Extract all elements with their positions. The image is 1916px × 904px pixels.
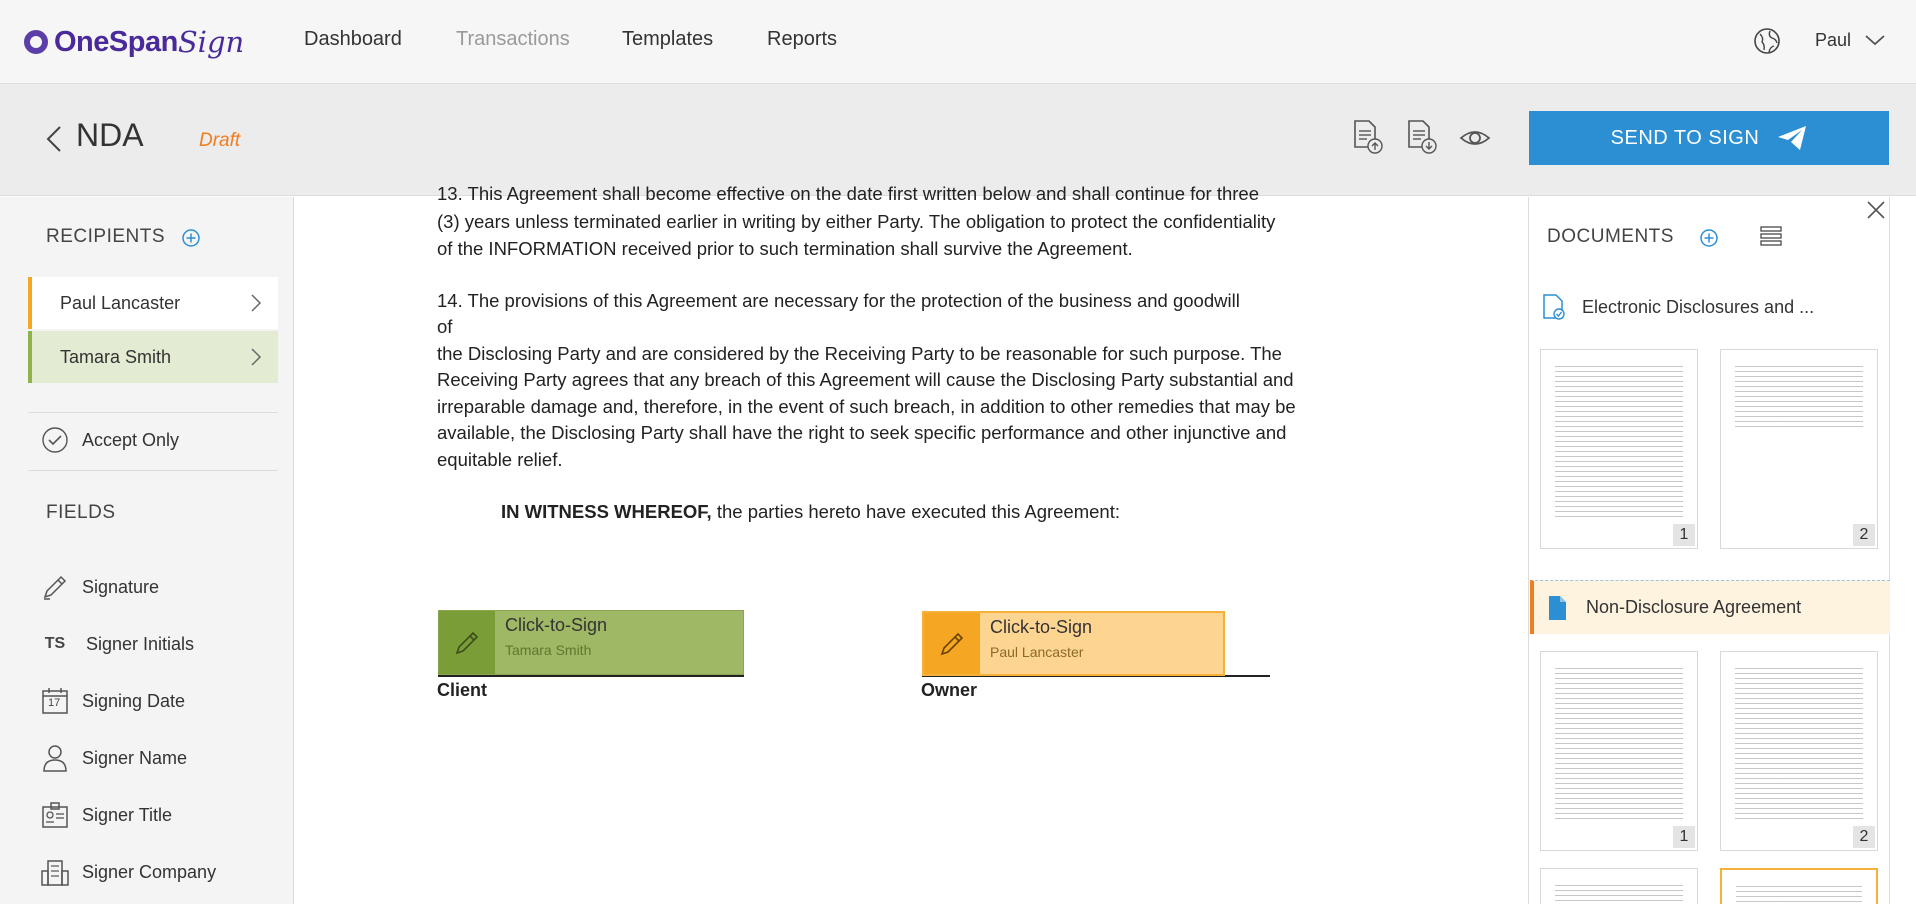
logo-script-text: Sign: [177, 25, 245, 59]
send-to-sign-button[interactable]: [1529, 111, 1889, 165]
status-badge: Draft: [199, 130, 241, 151]
field-signer-initials[interactable]: [40, 627, 194, 661]
document-name: Non-Disclosure Agreement: [1586, 597, 1802, 617]
reorder-list-icon[interactable]: [1760, 224, 1782, 246]
document-icon: [1546, 595, 1570, 621]
nav-dashboard[interactable]: Dashboard: [304, 28, 402, 50]
id-badge-icon: [40, 800, 70, 830]
page-thumbnail[interactable]: [1720, 868, 1878, 904]
recipient-name: Tamara Smith: [60, 346, 172, 367]
document-item-electronic-disclosures[interactable]: [1530, 280, 1890, 334]
add-document-icon[interactable]: [1699, 228, 1719, 248]
page-thumbnail[interactable]: [1540, 868, 1698, 904]
document-line: Receiving Party agrees that any breach of this Agreement will cause the Disclosing Party substantial and: [437, 369, 1294, 390]
document-line: 13. This Agreement shall become effective on the date first written below and shall continue for three: [437, 183, 1260, 204]
document-line: available, the Disclosing Party shall have the right to seek specific performance and other injunctive and: [437, 422, 1287, 443]
document-line: the Disclosing Party and are considered by the Receiving Party to be reasonable for such purpose. The: [437, 343, 1282, 364]
witness-line: [501, 499, 1120, 526]
field-signature[interactable]: [40, 570, 159, 604]
recipients-title: RECIPIENTS: [46, 226, 166, 247]
divider: [28, 412, 278, 413]
document-line: equitable relief.: [437, 449, 563, 470]
fields-title: FIELDS: [46, 502, 116, 523]
signature-field-label: Click-to-Sign: [990, 617, 1093, 637]
page-number: 1: [1673, 826, 1695, 848]
send-to-sign-label: SEND TO SIGN: [1610, 126, 1760, 149]
chevron-right-icon: [250, 293, 262, 313]
page-thumbnail[interactable]: [1540, 651, 1698, 851]
document-line: irreparable damage and, therefore, in the event of such breach, in addition to other remedies that may be: [437, 396, 1296, 417]
nav-templates[interactable]: Templates: [622, 28, 714, 50]
document-line: of: [437, 316, 453, 337]
signature-pen-icon: [439, 611, 495, 674]
check-circle-icon: [40, 425, 70, 455]
nav-transactions[interactable]: Transactions: [456, 28, 570, 50]
user-menu-name[interactable]: Paul: [1815, 30, 1852, 50]
divider: [28, 470, 278, 471]
document-line: 14. The provisions of this Agreement are necessary for the protection of the business and goodwill: [437, 290, 1240, 311]
building-icon: [40, 857, 70, 887]
chevron-left-icon[interactable]: [44, 124, 64, 154]
field-label: Signer Initials: [86, 633, 195, 654]
globe-icon[interactable]: [1752, 26, 1782, 56]
page-preview-text: [1736, 886, 1862, 904]
add-recipient-icon[interactable]: [181, 228, 201, 248]
click-to-sign-client-field[interactable]: [438, 610, 744, 675]
signature-field-signer: Paul Lancaster: [990, 644, 1084, 660]
witness-bold-text: IN WITNESS WHEREOF,: [501, 501, 712, 522]
signature-field-signer: Tamara Smith: [505, 642, 592, 658]
document-name: Electronic Disclosures and ...: [1582, 296, 1815, 317]
person-icon: [40, 743, 70, 773]
nav-reports[interactable]: Reports: [767, 28, 838, 50]
page-preview-text: [1735, 668, 1863, 820]
field-label: Signing Date: [82, 690, 186, 711]
witness-text: the parties hereto have executed this Agreement:: [711, 501, 1120, 522]
page-preview-text: [1555, 885, 1683, 904]
chevron-down-icon[interactable]: [1862, 30, 1888, 50]
page-title: NDA: [76, 117, 144, 153]
accept-only-option[interactable]: [40, 423, 179, 457]
preview-eye-icon[interactable]: [1458, 126, 1492, 150]
signature-caption-client: Client: [437, 680, 488, 700]
calendar-icon: [40, 686, 70, 716]
recipient-name: Paul Lancaster: [60, 292, 181, 313]
click-to-sign-owner-field[interactable]: [922, 611, 1225, 676]
signature-pen-icon: [924, 613, 980, 674]
logo-ring-icon: [24, 30, 48, 54]
document-line: (3) years unless terminated earlier in writing by either Party. The obligation to protect the confidentiality: [437, 211, 1276, 232]
recipient-paul-lancaster[interactable]: [28, 277, 278, 329]
signature-caption-owner: Owner: [921, 680, 978, 700]
signature-field-label: Click-to-Sign: [505, 615, 608, 635]
page-preview-text: [1555, 366, 1683, 518]
document-item-non-disclosure-agreement[interactable]: [1530, 580, 1890, 634]
document-line: of the INFORMATION received prior to such termination shall survive the Agreement.: [437, 238, 1133, 259]
accept-only-label: Accept Only: [82, 429, 180, 450]
page-number: 1: [1673, 524, 1695, 546]
document-canvas[interactable]: [295, 183, 1527, 904]
page-number: 2: [1853, 826, 1875, 848]
document-check-icon: [1542, 294, 1566, 320]
page-preview-text: [1555, 668, 1683, 820]
field-label: Signer Company: [82, 861, 217, 882]
top-navigation-bar: [0, 0, 1916, 84]
field-label: Signer Name: [82, 747, 188, 768]
page-thumbnail[interactable]: [1720, 349, 1878, 549]
page-number: 2: [1853, 524, 1875, 546]
initials-icon: TS: [44, 635, 66, 652]
field-signer-title[interactable]: [40, 798, 172, 832]
field-signing-date[interactable]: [40, 684, 185, 718]
recipient-tamara-smith[interactable]: [28, 331, 278, 383]
upload-document-icon[interactable]: [1350, 119, 1384, 155]
page-thumbnail[interactable]: [1540, 349, 1698, 549]
onespan-sign-logo[interactable]: [24, 24, 244, 60]
field-signer-name[interactable]: [40, 741, 187, 775]
download-document-icon[interactable]: [1404, 119, 1438, 155]
calendar-day: 17: [48, 697, 61, 709]
field-label: Signer Title: [82, 804, 173, 825]
field-label: Signature: [82, 576, 160, 597]
signature-line-client: [438, 675, 744, 677]
documents-title: DOCUMENTS: [1547, 226, 1674, 247]
page-preview-text: [1735, 366, 1863, 428]
chevron-right-icon: [250, 347, 262, 367]
logo-main-text: OneSpan: [54, 25, 178, 58]
pen-icon: [40, 572, 70, 602]
paper-plane-icon: [1777, 125, 1807, 151]
field-signer-company[interactable]: [40, 855, 216, 889]
close-icon[interactable]: [1864, 198, 1888, 222]
page-thumbnail[interactable]: [1720, 651, 1878, 851]
